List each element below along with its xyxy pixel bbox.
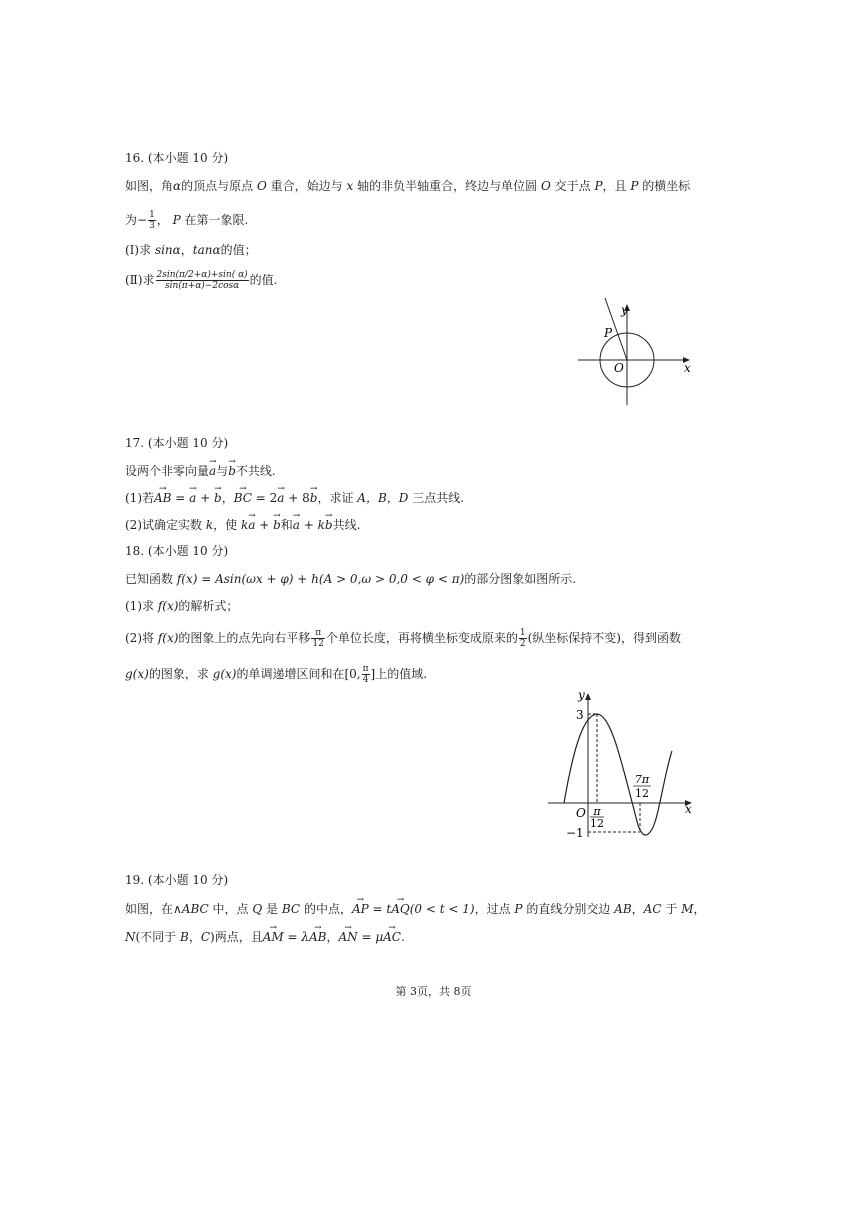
- q17-stem: 设两个非零向量→ a与→ b不共线.: [125, 463, 276, 479]
- x-axis-label: x: [684, 361, 691, 375]
- q16-stem-line2: 为− $\frac{1}{3}$ ， P 在第一象限.: [125, 210, 249, 231]
- q18-part1: (1)求 f(x)的解析式；: [125, 599, 239, 613]
- q19-stem-line1: 如图，在∧ABC 中，点 Q 是 BC 的中点，→ AP = t→ AQ(0 < t < 1)，过点 P 的直线分别交边 AB，AC 于 M，: [125, 901, 706, 917]
- q17-header: 17. (本小题 10 分): [125, 436, 229, 450]
- seven-pi-num: 7π: [634, 773, 650, 786]
- q18-part2: (2)将 f(x)的图象上的点先向右平移 $\frac{\pi}{12}$ 个单位长度，再将横坐标变成原来的 $\frac{1}{2}$ (纵坐标保持不变)，得到函数: [125, 628, 681, 649]
- q16-part2: (Ⅱ)求 $\frac{2\sin(\pi/2+\alpha)+\sin( \alpha)}{\sin(\pi+\alpha)-2\cos\alpha}$ 的值.: [125, 270, 278, 291]
- expression-fraction: $\frac{2\sin(\pi/2+\alpha)+\sin( \alpha)}{\sin(\pi+\alpha)-2\cos\alpha}$: [156, 270, 248, 291]
- origin-label: O: [576, 806, 586, 820]
- y-axis-label: y: [578, 688, 585, 702]
- q19-header: 19. (本小题 10 分): [125, 873, 229, 887]
- q18-part2-cont: g(x)的图象，求 g(x)的单调递增区间和在[0, $\frac{\pi}{4}$ ]上的值域.: [125, 664, 428, 685]
- page-footer: 第 3页，共 8页: [395, 985, 472, 998]
- y-axis-label: y: [621, 303, 628, 317]
- pi-over-12-den: 12: [590, 817, 604, 830]
- q18-stem: 已知函数 f(x) = Asin(ωx + φ) + h(A > 0,ω > 0,0 < φ < π)的部分图象如图所示.: [125, 572, 577, 586]
- max-value-label: 3: [576, 708, 584, 722]
- q16-part1: (Ⅰ)求 sinα，tanα的值；: [125, 243, 257, 257]
- pi-over-12-num: π: [593, 805, 601, 818]
- origin-label: O: [614, 361, 624, 375]
- q18-header: 18. (本小题 10 分): [125, 544, 229, 558]
- fraction: $\frac{1}{3}$: [149, 210, 155, 231]
- q17-part1: (1)若→ AB = → a + → b，→ BC = 2→ a + 8→ b，求证 A，B，D 三点共线.: [125, 490, 464, 506]
- q16-header: 16. (本小题 10 分): [125, 151, 229, 165]
- min-value-label: −1: [566, 826, 584, 840]
- x-axis-label: x: [685, 802, 692, 816]
- point-P-label: P: [604, 326, 613, 340]
- sine-graph-figure: [540, 685, 700, 845]
- seven-pi-den: 12: [635, 787, 649, 800]
- unit-circle-figure: [570, 290, 700, 410]
- q16-stem-line1: 如图，角α的顶点与原点 O 重合，始边与 x 轴的非负半轴重合，终边与单位圆 O 交于点 P，且 P 的横坐标: [125, 179, 691, 193]
- q19-stem-line2: N(不同于 B，C)两点，且→ AM = λ→ AB，→ AN = μ→ AC.: [125, 929, 405, 945]
- q17-part2: (2)试确定实数 k，使 k→ a + → b和→ a + k→ b共线.: [125, 517, 360, 533]
